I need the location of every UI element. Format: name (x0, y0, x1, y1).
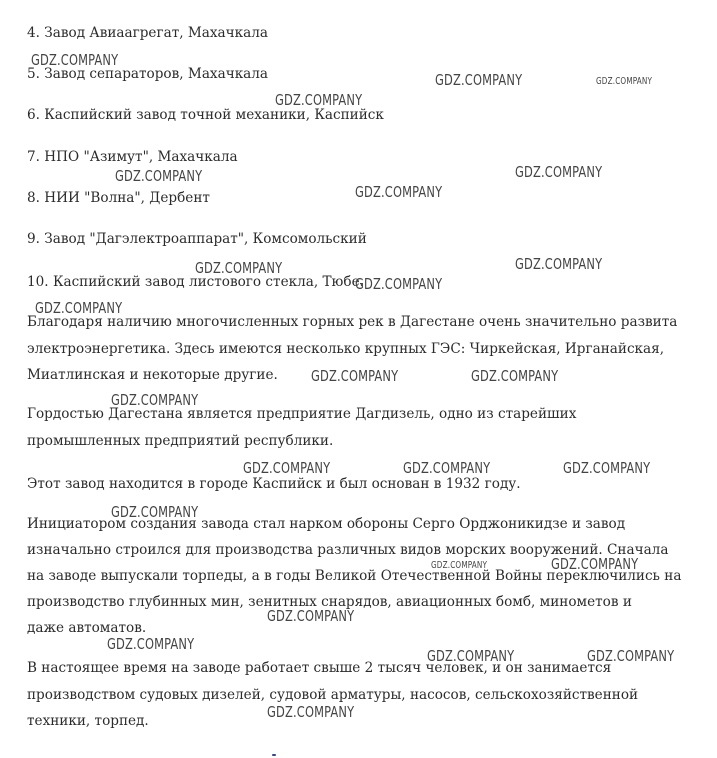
watermark: GDZ.COMPANY (243, 459, 331, 477)
watermark: GDZ.COMPANY (403, 459, 491, 477)
watermark: GDZ.COMPANY (107, 635, 195, 653)
watermark: GDZ.COMPANY (563, 459, 651, 477)
list-item: 6. Каспийский завод точной механики, Каспийск (27, 107, 384, 123)
watermark: GDZ.COMPANY (515, 163, 603, 181)
watermark: GDZ.COMPANY (311, 367, 399, 385)
watermark: GDZ.COMPANY (435, 71, 523, 89)
paragraph-line: В настоящее время на заводе работает свыше 2 тысяч человек, и он занимается (27, 660, 612, 676)
paragraph-line: Инициатором создания завода стал нарком обороны Серго Орджоникидзе и завод (27, 516, 626, 532)
list-item: 8. НИИ "Волна", Дербент (27, 190, 210, 206)
paragraph-line: Гордостью Дагестана является предприятие Дагдизель, одно из старейших (27, 406, 577, 422)
paragraph-line: Этот завод находится в городе Каспийск и был основан в 1932 году. (27, 476, 521, 492)
watermark: GDZ.COMPANY (111, 391, 199, 409)
watermark: GDZ.COMPANY (195, 259, 283, 277)
paragraph-line: изначально строился для производства различных видов морских вооружений. Сначала (27, 542, 669, 558)
paragraph-line: даже автоматов. (27, 620, 147, 636)
watermark: GDZ.COMPANY (267, 703, 355, 721)
paragraph-line: электроэнергетика. Здесь имеются несколько крупных ГЭС: Чиркейская, Ирганайская, (27, 341, 665, 357)
watermark: GDZ.COMPANY (115, 167, 203, 185)
list-item: 10. Каспийский завод листового стекла, Тюбе. (27, 274, 364, 290)
watermark: GDZ.COMPANY (515, 255, 603, 273)
watermark: GDZ.COMPANY (31, 51, 119, 69)
watermark: GDZ.COMPANY (587, 647, 675, 665)
watermark: GDZ.COMPANY (551, 555, 639, 573)
paragraph-line: производством судовых дизелей, судовой арматуры, насосов, сельскохозяйственной (27, 687, 639, 703)
watermark: GDZ.COMPANY (431, 560, 488, 571)
paragraph-line: производство глубинных мин, зенитных снарядов, авиационных бомб, минометов и (27, 594, 632, 610)
list-item: 9. Завод "Дагэлектроаппарат", Комсомольский (27, 231, 367, 247)
watermark: GDZ.COMPANY (35, 299, 123, 317)
paragraph-line: Миатлинская и некоторые другие. (27, 367, 278, 383)
watermark: GDZ.COMPANY (111, 503, 199, 521)
watermark: GDZ.COMPANY (355, 275, 443, 293)
paragraph-line: промышленных предприятий республики. (27, 433, 334, 449)
paragraph-line: техники, торпед. (27, 713, 149, 729)
paragraph-line: Благодаря наличию многочисленных горных рек в Дагестане очень значительно развита (27, 314, 678, 330)
watermark: GDZ.COMPANY (427, 647, 515, 665)
watermark: GDZ.COMPANY (275, 91, 363, 109)
watermark: GDZ.COMPANY (596, 76, 653, 87)
paragraph-line: на заводе выпускали торпеды, а в годы Великой Отечественной Войны переключились на (27, 568, 682, 584)
watermark: GDZ.COMPANY (267, 607, 355, 625)
decorative-dot (272, 754, 276, 756)
watermark: GDZ.COMPANY (471, 367, 559, 385)
list-item: 7. НПО "Азимут", Махачкала (27, 149, 238, 165)
watermark: GDZ.COMPANY (355, 183, 443, 201)
list-item: 5. Завод сепараторов, Махачкала (27, 66, 269, 82)
list-item: 4. Завод Авиаагрегат, Махачкала (27, 25, 268, 41)
